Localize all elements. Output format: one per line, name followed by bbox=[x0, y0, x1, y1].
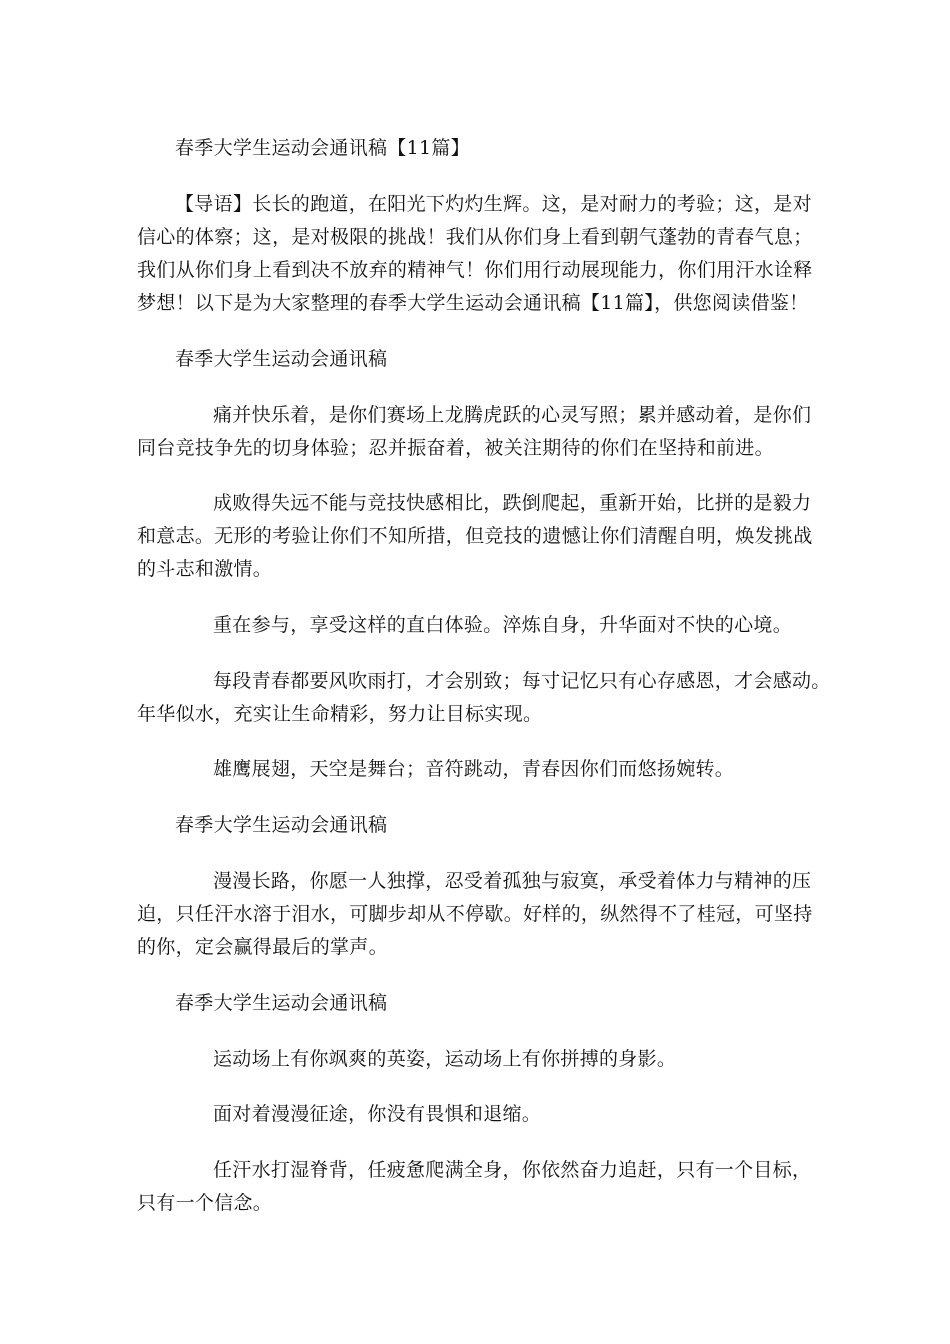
paragraph-line: 运动场上有你飒爽的英姿，运动场上有你拼搏的身影。 bbox=[213, 1048, 677, 1070]
intro-line: 信心的体察；这，是对极限的挑战！我们从你们身上看到朝气蓬勃的青春气息； bbox=[137, 226, 813, 248]
paragraph-line: 成败得失远不能与竞技快感相比，跌倒爬起，重新开始，比拼的是毅力 bbox=[213, 492, 812, 514]
paragraph-line: 雄鹰展翅，天空是舞台；音符跳动，青春因你们而悠扬婉转。 bbox=[213, 758, 735, 780]
intro-line: 梦想！以下是为大家整理的春季大学生运动会通讯稿【11篇】，供您阅读借鉴！ bbox=[137, 292, 809, 314]
paragraph-line: 同台竞技争先的切身体验；忍并振奋着，被关注期待的你们在坚持和前进。 bbox=[137, 437, 774, 459]
paragraph-line: 迫，只任汗水溶于泪水，可脚步却从不停歇。好样的，纵然得不了桂冠，可坚持 bbox=[137, 903, 813, 925]
intro-line: 【导语】长长的跑道，在阳光下灼灼生辉。这，是对耐力的考验；这，是对 bbox=[175, 193, 812, 215]
paragraph-line: 任汗水打湿脊背，任疲惫爬满全身，你依然奋力追赶，只有一个目标， bbox=[213, 1159, 812, 1181]
paragraph-line: 每段青春都要风吹雨打，才会别致；每寸记忆只有心存感恩，才会感动。 bbox=[213, 670, 831, 692]
paragraph-line: 年华似水，充实让生命精彩，努力让目标实现。 bbox=[137, 703, 543, 725]
paragraph-line: 面对着漫漫征途，你没有畏惧和退缩。 bbox=[213, 1103, 542, 1125]
paragraph-line: 和意志。无形的考验让你们不知所措，但竞技的遗憾让你们清醒自明，焕发挑战 bbox=[137, 525, 813, 547]
paragraph-line: 的你，定会赢得最后的掌声。 bbox=[137, 936, 388, 958]
paragraph-line: 的斗志和激情。 bbox=[137, 558, 273, 580]
intro-line: 我们从你们身上看到决不放弃的精神气！你们用行动展现能力，你们用汗水诠释 bbox=[137, 259, 813, 281]
section-heading: 春季大学生运动会通讯稿 bbox=[175, 348, 388, 370]
paragraph-line: 痛并快乐着，是你们赛场上龙腾虎跃的心灵写照；累并感动着，是你们 bbox=[213, 404, 812, 426]
paragraph-line: 重在参与，享受这样的直白体验。淬炼自身，升华面对不快的心境。 bbox=[213, 614, 793, 636]
paragraph-line: 只有一个信念。 bbox=[137, 1192, 273, 1214]
paragraph-line: 漫漫长路，你愿一人独撑，忍受着孤独与寂寞，承受着体力与精神的压 bbox=[213, 870, 812, 892]
document-title: 春季大学生运动会通讯稿【11篇】 bbox=[175, 137, 470, 159]
section-heading: 春季大学生运动会通讯稿 bbox=[175, 814, 388, 836]
section-heading: 春季大学生运动会通讯稿 bbox=[175, 992, 388, 1014]
